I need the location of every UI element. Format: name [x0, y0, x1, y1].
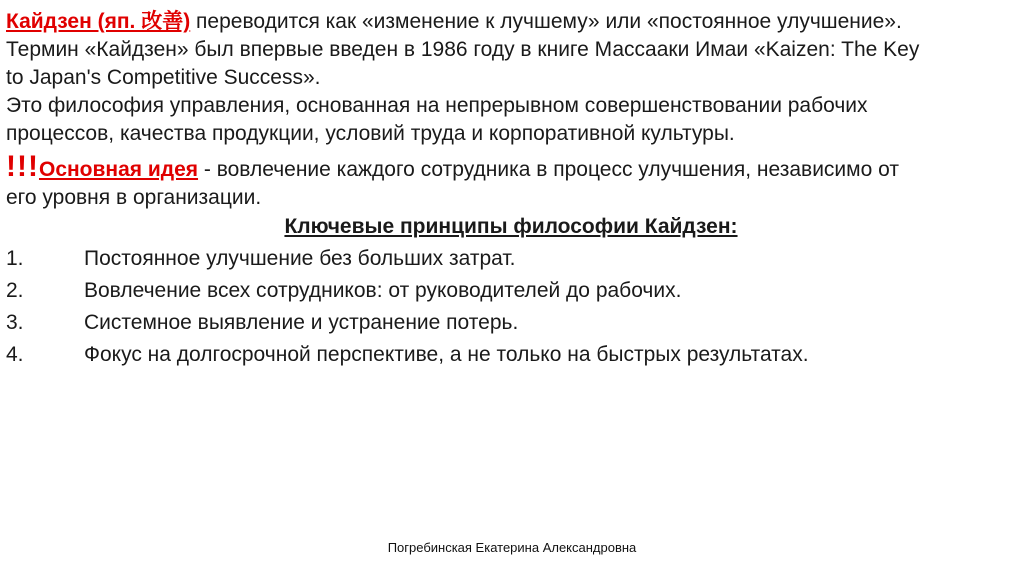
intro-line-2: Термин «Кайдзен» был впервые введен в 1986 году в книге Массааки Имаи «Kaizen: The Key — [6, 38, 920, 61]
intro-line-1-rest: переводится как «изменение к лучшему» или «постоянное улучшение». — [190, 10, 902, 33]
list-text: Постоянное улучшение без больших затрат. — [84, 247, 516, 270]
list-number: 3. — [6, 311, 24, 334]
kaizen-term: Кайдзен (яп. 改善) — [6, 10, 191, 33]
list-item — [6, 309, 1016, 337]
intro-line-1 — [6, 8, 1016, 36]
list-number: 2. — [6, 279, 24, 302]
slide-content — [6, 8, 1016, 369]
list-number: 4. — [6, 343, 24, 366]
principles-heading: Ключевые принципы философии Кайдзен: — [284, 215, 738, 238]
intro-line-5: процессов, качества продукции, условий труда и корпоративной культуры. — [6, 122, 735, 145]
main-idea-line-2: его уровня в организации. — [6, 186, 262, 209]
list-item — [6, 341, 1016, 369]
list-item — [6, 245, 1016, 273]
main-idea-text: - вовлечение каждого сотрудника в процесс улучшения, независимо от — [198, 158, 899, 181]
list-text: Фокус на долгосрочной перспективе, а не только на быстрых результатах. — [84, 343, 809, 366]
exclamation-marks: !!! — [6, 150, 39, 183]
footer-author: Погребинская Екатерина Александровна — [387, 540, 637, 555]
list-number: 1. — [6, 247, 24, 270]
list-text: Системное выявление и устранение потерь. — [84, 311, 519, 334]
list-item — [6, 277, 1016, 305]
list-text: Вовлечение всех сотрудников: от руководителей до рабочих. — [84, 279, 682, 302]
intro-line-4: Это философия управления, основанная на непрерывном совершенствовании рабочих — [6, 94, 868, 117]
main-idea-line-1 — [6, 150, 1016, 184]
intro-line-3: to Japan's Competitive Success». — [6, 66, 321, 89]
main-idea-label: Основная идея — [38, 158, 199, 181]
